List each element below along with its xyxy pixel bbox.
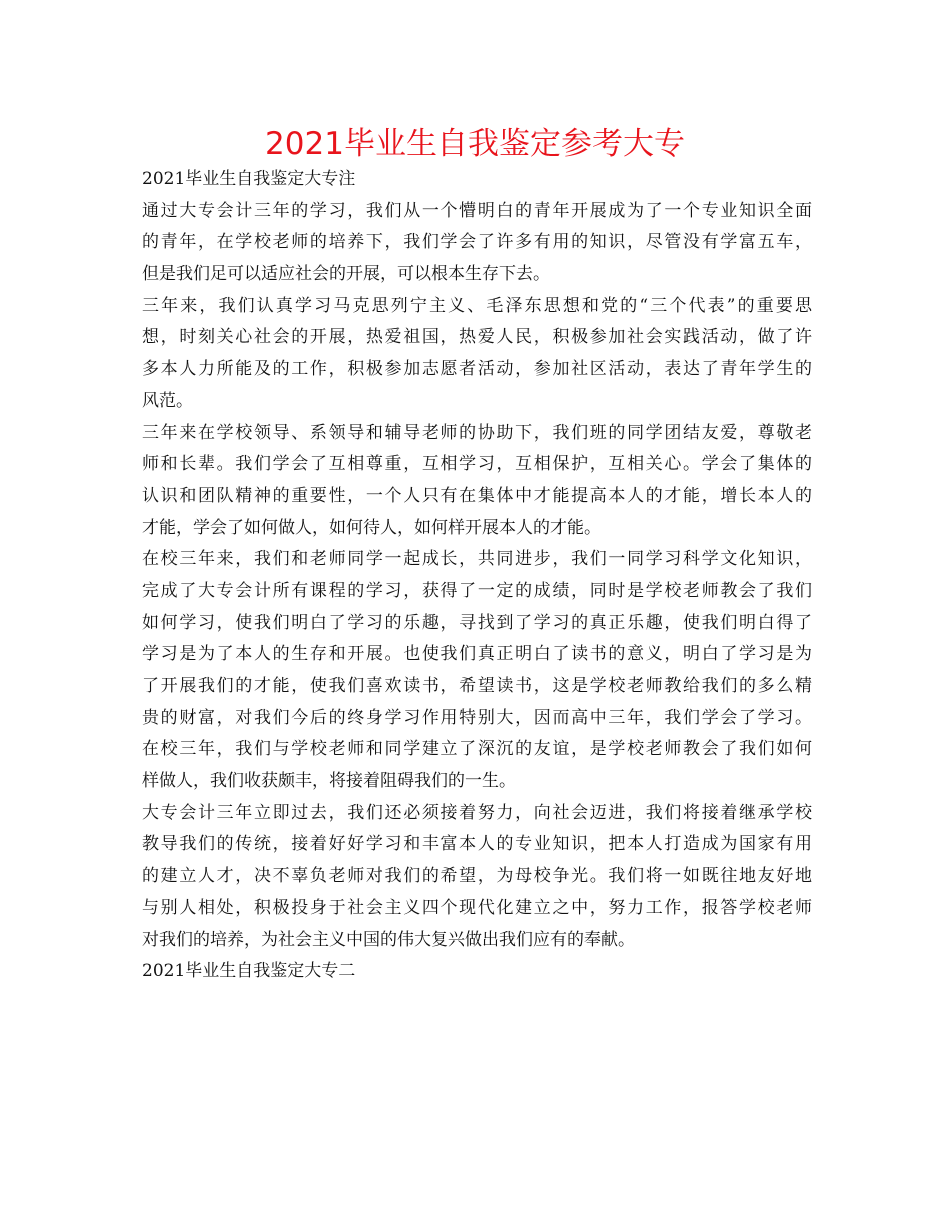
text-line: 的建立人才，决不辜负老师对我们的希望，为母校争光。我们将一如既往地友好地: [142, 866, 812, 887]
text-line: 三年来，我们认真学习马克思列宁主义、毛泽东思想和党的“三个代表”的重要思: [142, 295, 812, 316]
text-line: 2021毕业生自我鉴定大专注: [142, 169, 356, 189]
text-line: 才能，学会了如何做人，如何待人，如何样开展本人的才能。: [142, 517, 601, 538]
document-body: [142, 164, 812, 988]
text-line: 对我们的培养，为社会主义中国的伟大复兴做出我们应有的奉献。: [142, 929, 635, 950]
text-line: 了开展我们的才能，使我们喜欢读书，希望读书，这是学校老师教给我们的多么精: [142, 676, 812, 696]
text-line: 的青年，在学校老师的培养下，我们学会了许多有用的知识，尽管没有学富五车，: [142, 232, 812, 253]
text-line: 贵的财富，对我们今后的终身学习作用特别大，因而高中三年，我们学会了学习。: [142, 707, 812, 728]
text-line: 完成了大专会计所有课程的学习，获得了一定的成绩，同时是学校老师教会了我们: [142, 580, 812, 601]
text-line: 三年来在学校领导、系领导和辅导老师的协助下，我们班的同学团结友爱，尊敬老: [142, 422, 812, 443]
text-line: 在校三年，我们与学校老师和同学建立了深沉的友谊，是学校老师教会了我们如何: [142, 739, 812, 760]
text-line: 师和长辈。我们学会了互相尊重，互相学习，互相保护，互相关心。学会了集体的: [142, 454, 812, 475]
text-line: 风范。: [142, 390, 193, 411]
text-line: 2021毕业生自我鉴定大专二: [142, 961, 356, 982]
text-line: 想，时刻关心社会的开展，热爱祖国，热爱人民，积极参加社会实践活动，做了许: [142, 327, 812, 348]
text-line: 大专会计三年立即过去，我们还必须接着努力，向社会迈进，我们将接着继承学校: [142, 802, 812, 823]
text-line: 教导我们的传统，接着好好学习和丰富本人的专业知识，把本人打造成为国家有用: [142, 834, 812, 855]
text-line: 通过大专会计三年的学习，我们从一个懵明白的青年开展成为了一个专业知识全面: [142, 200, 812, 221]
text-line: 与别人相处，积极投身于社会主义四个现代化建立之中，努力工作，报答学校老师: [142, 897, 812, 918]
text-line: 多本人力所能及的工作，积极参加志愿者活动，参加社区活动，表达了青年学生的: [142, 359, 812, 380]
text-line: 如何学习，使我们明白了学习的乐趣，寻找到了学习的真正乐趣，使我们明白得了: [142, 612, 812, 633]
text-line: 样做人，我们收获颇丰，将接着阻碍我们的一生。: [142, 771, 516, 792]
document-title: 2021毕业生自我鉴定参考大专: [265, 126, 685, 162]
text-line: 学习是为了本人的生存和开展。也使我们真正明白了读书的意义，明白了学习是为: [142, 644, 812, 665]
text-line: 在校三年来，我们和老师同学一起成长，共同进步，我们一同学习科学文化知识，: [142, 549, 812, 570]
text-line: 但是我们足可以适应社会的开展，可以根本生存下去。: [142, 264, 550, 285]
text-line: 认识和团队精神的重要性，一个人只有在集体中才能提高本人的才能，增长本人的: [142, 485, 812, 506]
